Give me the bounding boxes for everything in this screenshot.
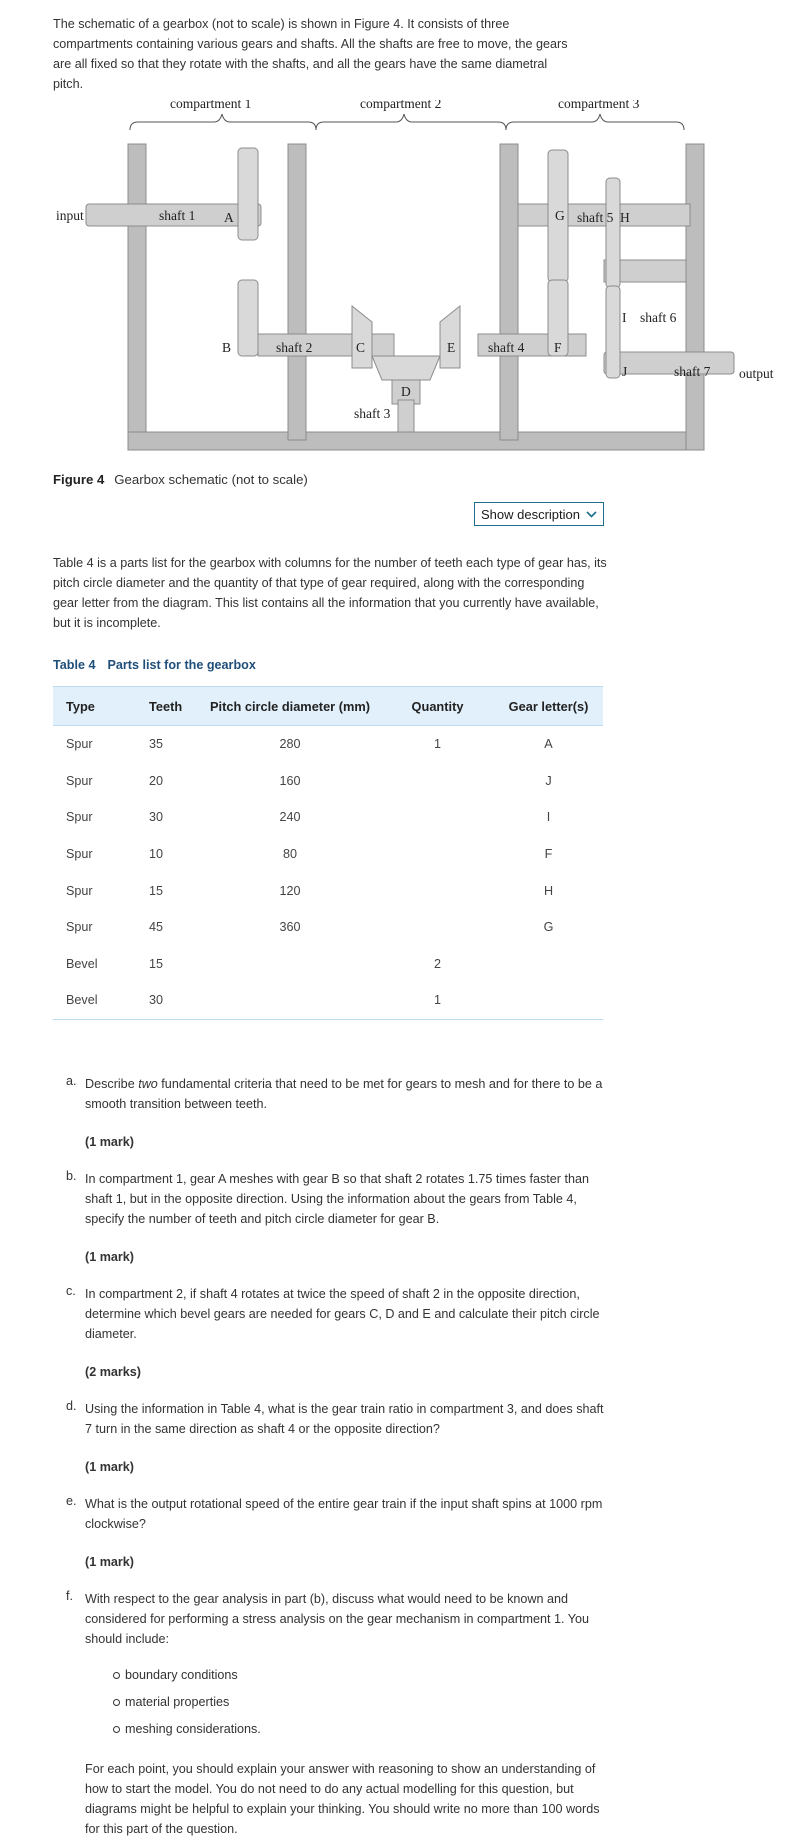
cell-quantity <box>381 872 494 909</box>
question-d <box>66 1399 606 1477</box>
cell-teeth: 15 <box>149 956 164 971</box>
show-description-label: Show description <box>481 506 580 522</box>
question-label: a. <box>66 1074 77 1088</box>
cell-teeth: 10 <box>149 847 164 862</box>
chevron-down-icon <box>586 511 597 518</box>
table-row <box>53 836 603 873</box>
casing-floor <box>128 432 704 450</box>
question-label: c. <box>66 1284 76 1298</box>
gear-C <box>352 306 372 368</box>
casing-wall-2 <box>500 144 518 440</box>
figure-caption <box>53 472 308 487</box>
gearbox-schematic <box>46 100 786 470</box>
table-number: Table 4 <box>53 658 96 672</box>
casing-wall-right <box>686 144 704 450</box>
label-gear-G: G <box>555 208 565 223</box>
gearbox-diagram <box>46 100 786 470</box>
label-shaft-3: shaft 3 <box>354 406 391 421</box>
header-teeth: Teeth <box>145 687 199 726</box>
brace-compartment-3 <box>506 114 684 130</box>
cell-gear-letter <box>494 946 603 983</box>
question-text-part: fundamental criteria that need to be met for gears to mesh and for there to be a smooth transition between teeth. <box>85 1077 603 1111</box>
bullet-item: boundary conditions <box>113 1665 606 1685</box>
brace-compartment-1 <box>130 114 316 130</box>
cell-gear-letter: H <box>543 883 554 898</box>
cell-teeth: 35 <box>149 737 164 752</box>
cell-pitch-diameter: 160 <box>279 773 301 788</box>
bullet-list <box>85 1665 606 1739</box>
label-gear-E: E <box>447 340 456 355</box>
header-quantity: Quantity <box>381 687 494 726</box>
question-text-emphasis: two <box>138 1077 158 1091</box>
question-label: e. <box>66 1494 77 1508</box>
label-shaft-4: shaft 4 <box>488 340 525 355</box>
table-title: Parts list for the gearbox <box>107 658 256 672</box>
label-shaft-7: shaft 7 <box>674 364 711 379</box>
question-label: d. <box>66 1399 77 1413</box>
cell-type: Spur <box>66 810 93 825</box>
question-list <box>66 1074 606 1839</box>
question-text: Using the information in Table 4, what is the gear train ratio in compartment 3, and does shaft 7 turn in the same direction as shaft 4 or the opposite direction? <box>85 1402 604 1436</box>
gear-B <box>238 280 258 356</box>
cell-pitch-diameter <box>199 946 381 983</box>
cell-type: Bevel <box>66 956 98 971</box>
question-text: With respect to the gear analysis in part (b), discuss what would need to be known and considered for performing a stress analysis on the gear mechanism in compartment 1. You should include: <box>85 1592 590 1646</box>
question-text: What is the output rotational speed of the entire gear train if the input shaft spins at 1000 rpm clockwise? <box>85 1497 603 1531</box>
cell-gear-letter: A <box>544 737 553 752</box>
cell-pitch-diameter: 120 <box>279 883 301 898</box>
label-compartment-3: compartment 3 <box>558 100 640 111</box>
question-mark: (1 mark) <box>85 1135 134 1149</box>
cell-gear-letter: I <box>546 810 551 825</box>
cell-type: Spur <box>66 883 93 898</box>
parts-table <box>53 686 603 1020</box>
table-row <box>53 726 603 763</box>
question-c <box>66 1284 606 1382</box>
compartment-braces <box>130 114 684 130</box>
question-e <box>66 1494 606 1572</box>
cell-teeth: 15 <box>149 883 164 898</box>
label-gear-H: H <box>620 210 630 225</box>
question-mark: (1 mark) <box>85 1555 134 1569</box>
label-shaft-6: shaft 6 <box>640 310 677 325</box>
label-shaft-1: shaft 1 <box>159 208 196 223</box>
gear-H-I <box>606 178 620 288</box>
header-pitch-diameter: Pitch circle diameter (mm) <box>199 687 381 726</box>
label-gear-C: C <box>356 340 366 355</box>
table-row <box>53 872 603 909</box>
cell-quantity <box>381 799 494 836</box>
cell-pitch-diameter: 360 <box>279 920 301 935</box>
question-f <box>66 1589 606 1839</box>
gear-E <box>440 306 460 368</box>
cell-quantity: 2 <box>433 956 441 971</box>
table-row <box>53 763 603 800</box>
label-gear-B: B <box>222 340 232 355</box>
header-type: Type <box>53 687 145 726</box>
bullet-item: meshing considerations. <box>113 1719 606 1739</box>
cell-pitch-diameter <box>199 982 381 1019</box>
figure-number: Figure 4 <box>53 472 105 487</box>
gear-J <box>606 286 620 378</box>
question-mark: (1 mark) <box>85 1460 134 1474</box>
table-intro-paragraph: Table 4 is a parts list for the gearbox with columns for the number of teeth each type of gear has, its pitch circle diameter and the quantity of that type of gear required, along with the corresponding gear letter from the diagram. This list contains all the information that you currently have available, but it is incomplete. <box>53 556 607 630</box>
question-text-part: Describe <box>85 1077 139 1091</box>
label-gear-A: A <box>224 210 234 225</box>
label-shaft-5: shaft 5 <box>577 210 614 225</box>
brace-compartment-2 <box>316 114 506 130</box>
gear-D <box>372 356 440 380</box>
question-a <box>66 1074 606 1152</box>
table-header-row <box>53 687 603 726</box>
cell-quantity <box>381 836 494 873</box>
question-label: f. <box>66 1589 73 1603</box>
figure-caption-text: Gearbox schematic (not to scale) <box>114 472 308 487</box>
shaft-3 <box>398 400 414 432</box>
gear-A <box>238 148 258 240</box>
cell-teeth: 30 <box>149 810 164 825</box>
cell-gear-letter: J <box>545 773 552 788</box>
cell-type: Spur <box>66 737 93 752</box>
cell-type: Bevel <box>53 982 145 1019</box>
label-gear-D: D <box>401 384 411 399</box>
question-text: In compartment 2, if shaft 4 rotates at twice the speed of shaft 2 in the opposite direction, determine which bevel gears are needed for gears C, D and E and calculate their pitch circle diameter. <box>85 1287 600 1341</box>
show-description-button[interactable] <box>474 502 604 526</box>
table-row <box>53 909 603 946</box>
label-input: input <box>56 208 84 223</box>
cell-quantity <box>381 909 494 946</box>
question-text <box>85 1074 606 1114</box>
question-text: In compartment 1, gear A meshes with gear B so that shaft 2 rotates 1.75 times faster than shaft 1, but in the opposite direction. Using the information about the gears from Table 4, specify the number of teeth and pitch circle diameter for gear B. <box>85 1172 590 1226</box>
casing-wall-left <box>128 144 146 450</box>
label-output: output <box>739 366 774 381</box>
cell-quantity: 1 <box>433 737 441 752</box>
bullet-item: material properties <box>113 1692 606 1712</box>
header-gear-letters: Gear letter(s) <box>494 687 603 726</box>
cell-teeth: 30 <box>145 982 199 1019</box>
cell-type: Spur <box>66 920 93 935</box>
cell-pitch-diameter: 280 <box>279 737 301 752</box>
table-row <box>53 799 603 836</box>
cell-gear-letter: G <box>543 920 554 935</box>
cell-pitch-diameter: 240 <box>279 810 301 825</box>
cell-quantity: 1 <box>381 982 494 1019</box>
table-caption <box>53 658 268 672</box>
question-mark: (1 mark) <box>85 1250 134 1264</box>
cell-pitch-diameter: 80 <box>282 847 297 862</box>
table-row <box>53 946 603 983</box>
table-row <box>53 982 603 1019</box>
label-compartment-2: compartment 2 <box>360 100 442 111</box>
cell-type: Spur <box>66 773 93 788</box>
question-mark: (2 marks) <box>85 1365 142 1379</box>
question-label: b. <box>66 1169 77 1183</box>
cell-gear-letter <box>494 982 603 1019</box>
intro-paragraph: The schematic of a gearbox (not to scale) is shown in Figure 4. It consists of three compartments containing various gears and shafts. All the shafts are free to move, the gears are all fixed so that they rotate with the shafts, and all the gears have the same diametral pitch. <box>53 17 568 91</box>
label-compartment-1: compartment 1 <box>170 100 252 111</box>
label-gear-I: I <box>622 310 627 325</box>
closing-paragraph: For each point, you should explain your answer with reasoning to show an understanding of how to start the model. You do not need to do any actual modelling for this question, but diagrams might be helpful to explain your thinking. You should write no more than 100 words for this part of the question. <box>85 1762 600 1836</box>
cell-type: Spur <box>66 847 93 862</box>
casing-wall-1 <box>288 144 306 440</box>
label-shaft-2: shaft 2 <box>276 340 313 355</box>
label-gear-F: F <box>554 340 562 355</box>
label-gear-J: J <box>622 364 628 379</box>
cell-gear-letter: F <box>544 847 553 862</box>
question-b <box>66 1169 606 1267</box>
cell-teeth: 20 <box>149 773 164 788</box>
cell-teeth: 45 <box>149 920 164 935</box>
cell-quantity <box>381 763 494 800</box>
